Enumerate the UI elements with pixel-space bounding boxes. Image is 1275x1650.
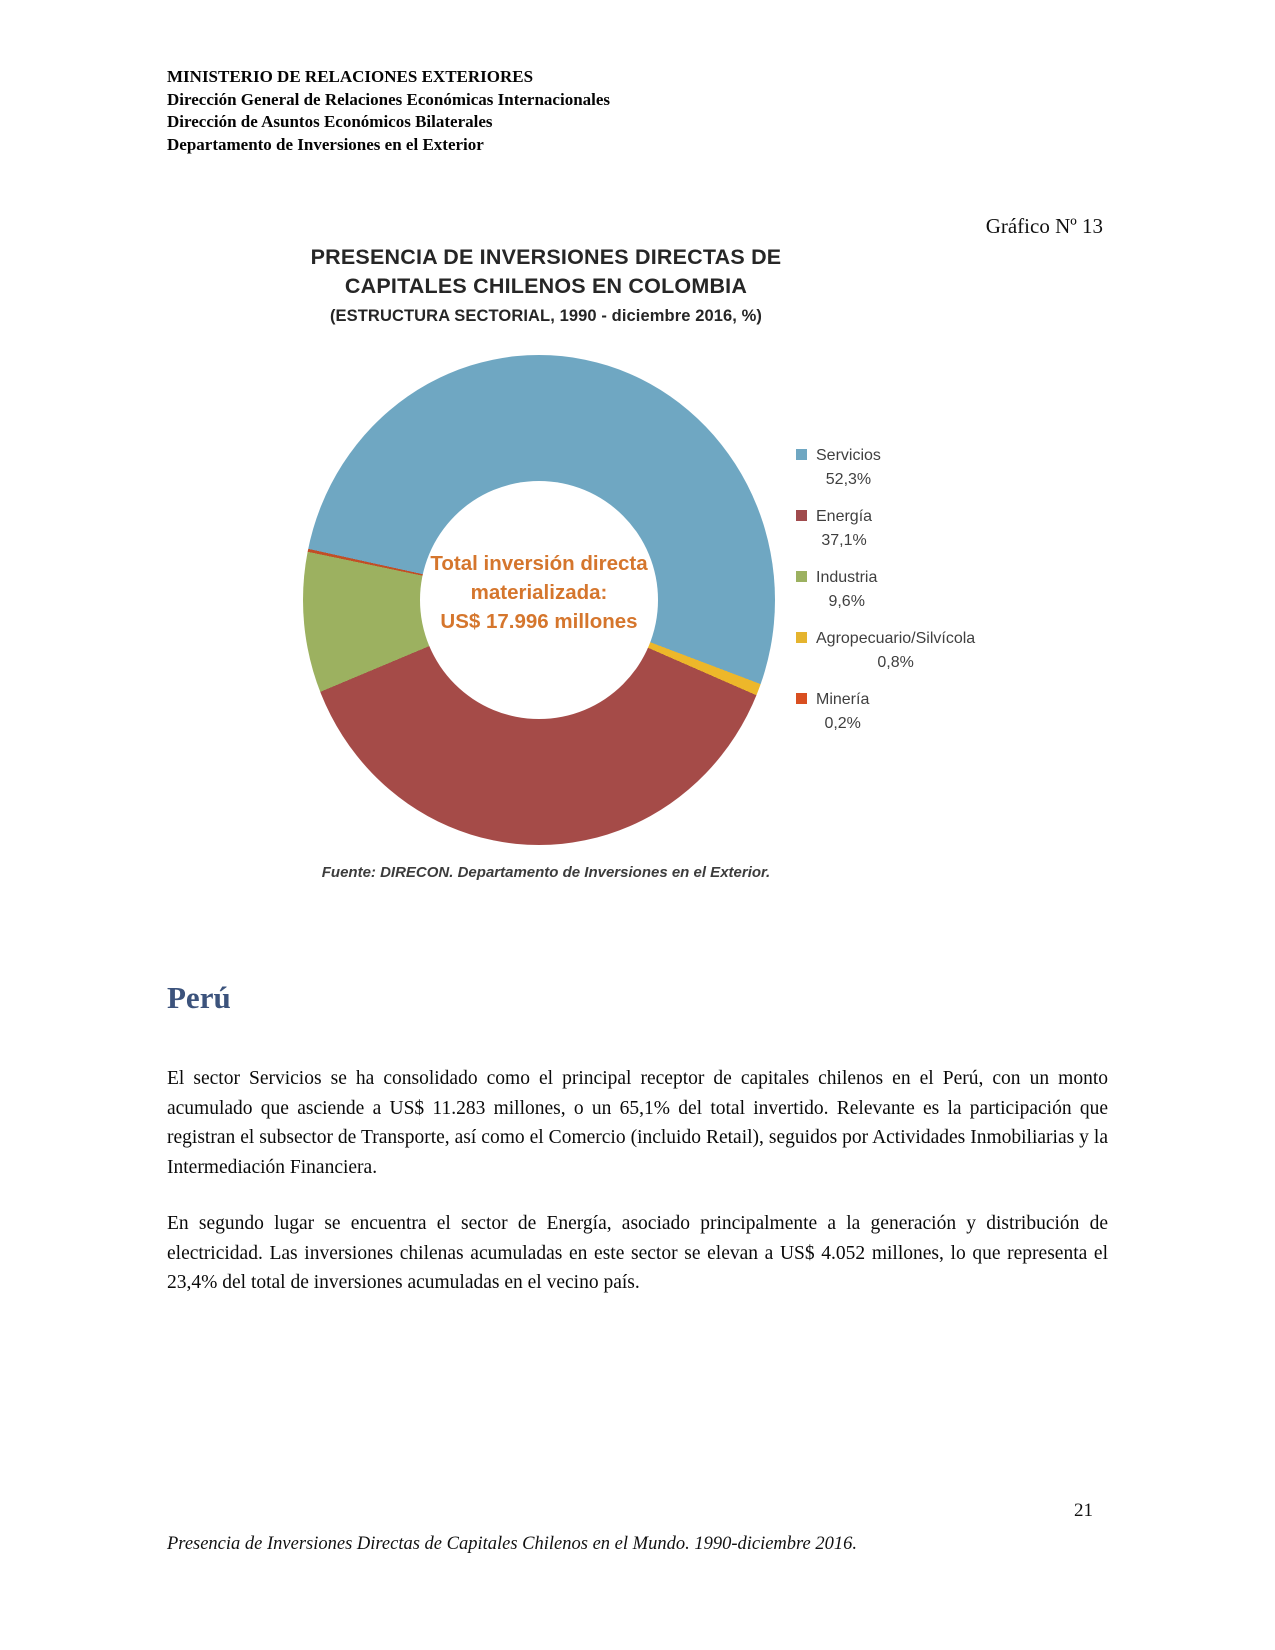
footer-note: Presencia de Inversiones Directas de Capitales Chilenos en el Mundo. 1990-diciembre 2016. [167, 1534, 858, 1554]
legend-text [816, 444, 881, 492]
legend-item-agropecuario [796, 627, 975, 675]
legend-text [816, 505, 872, 553]
legend-label: Servicios [816, 447, 881, 464]
donut-hole [420, 481, 658, 719]
center-label-line-3: US$ 17.996 millones [440, 609, 638, 633]
legend-label: Minería [816, 691, 870, 708]
legend-value: 0,2% [824, 715, 861, 732]
chart-title-line-1: PRESENCIA DE INVERSIONES DIRECTAS DE [310, 245, 782, 269]
legend-swatch-industria-icon [796, 571, 807, 582]
chart-header [281, 243, 811, 326]
legend-label: Industria [816, 569, 878, 586]
chart-subtitle: (ESTRUCTURA SECTORIAL, 1990 - diciembre 2016, %) [329, 307, 763, 325]
letterhead-line-direccion-asuntos: Dirección de Asuntos Económicos Bilaterales [167, 112, 493, 131]
donut-chart [303, 355, 775, 845]
chart-title-line-2: CAPITALES CHILENOS EN COLOMBIA [344, 274, 748, 298]
body-text [167, 1064, 1108, 1298]
legend-item-servicios [796, 444, 975, 492]
legend-value: 37,1% [821, 532, 867, 549]
chart-legend [796, 444, 975, 736]
page-number: 21 [1074, 1500, 1093, 1521]
section-heading-peru: Perú [167, 980, 231, 1015]
center-label-line-1: Total inversión directa [430, 551, 648, 575]
legend-text [816, 566, 877, 614]
legend-item-industria [796, 566, 975, 614]
legend-value: 52,3% [825, 471, 872, 488]
donut-center-label [430, 549, 647, 636]
figure-number-label: Gráfico Nº 13 [985, 214, 1103, 238]
legend-item-mineria [796, 688, 975, 736]
legend-item-energia [796, 505, 975, 553]
chart-source-note: Fuente: DIRECON. Departamento de Inversiones en el Exterior. [321, 864, 771, 881]
legend-swatch-agropecuario-icon [796, 632, 807, 643]
center-label-line-2: materializada: [470, 580, 608, 604]
paragraph-energia: En segundo lugar se encuentra el sector de Energía, asociado principalmente a la generación y distribución de electricidad. Las inversiones chilenas acumuladas en este sector se elevan a US$ 4.052 millones, lo que representa el 23,4% del total de inversiones acumuladas en el vecino país. [167, 1213, 1108, 1293]
legend-swatch-mineria-icon [796, 693, 807, 704]
letterhead-line-ministry: MINISTERIO DE RELACIONES EXTERIORES [167, 67, 534, 86]
legend-label: Energía [816, 508, 873, 525]
legend-swatch-energia-icon [796, 510, 807, 521]
legend-value: 9,6% [828, 593, 865, 610]
legend-label: Agropecuario/Silvícola [816, 630, 976, 647]
legend-text [816, 688, 869, 736]
legend-text [816, 627, 975, 675]
chart-title [281, 243, 811, 301]
legend-swatch-servicios-icon [796, 449, 807, 460]
letterhead-line-departamento: Departamento de Inversiones en el Exterior [167, 134, 484, 154]
legend-value: 0,8% [877, 654, 914, 671]
letterhead [167, 66, 610, 156]
paragraph-servicios: El sector Servicios se ha consolidado como el principal receptor de capitales chilenos en el Perú, con un monto acumulado que asciende a US$ 11.283 millones, o un 65,1% del total invertido. Relevante es la participación que registran el subsector de Transporte, así como el Comercio (incluido Retail), seguidos por Actividades Inmobiliarias y la Intermediación Financiera. [167, 1068, 1108, 1178]
letterhead-line-direccion-general: Dirección General de Relaciones Económicas Internacionales [167, 89, 611, 109]
